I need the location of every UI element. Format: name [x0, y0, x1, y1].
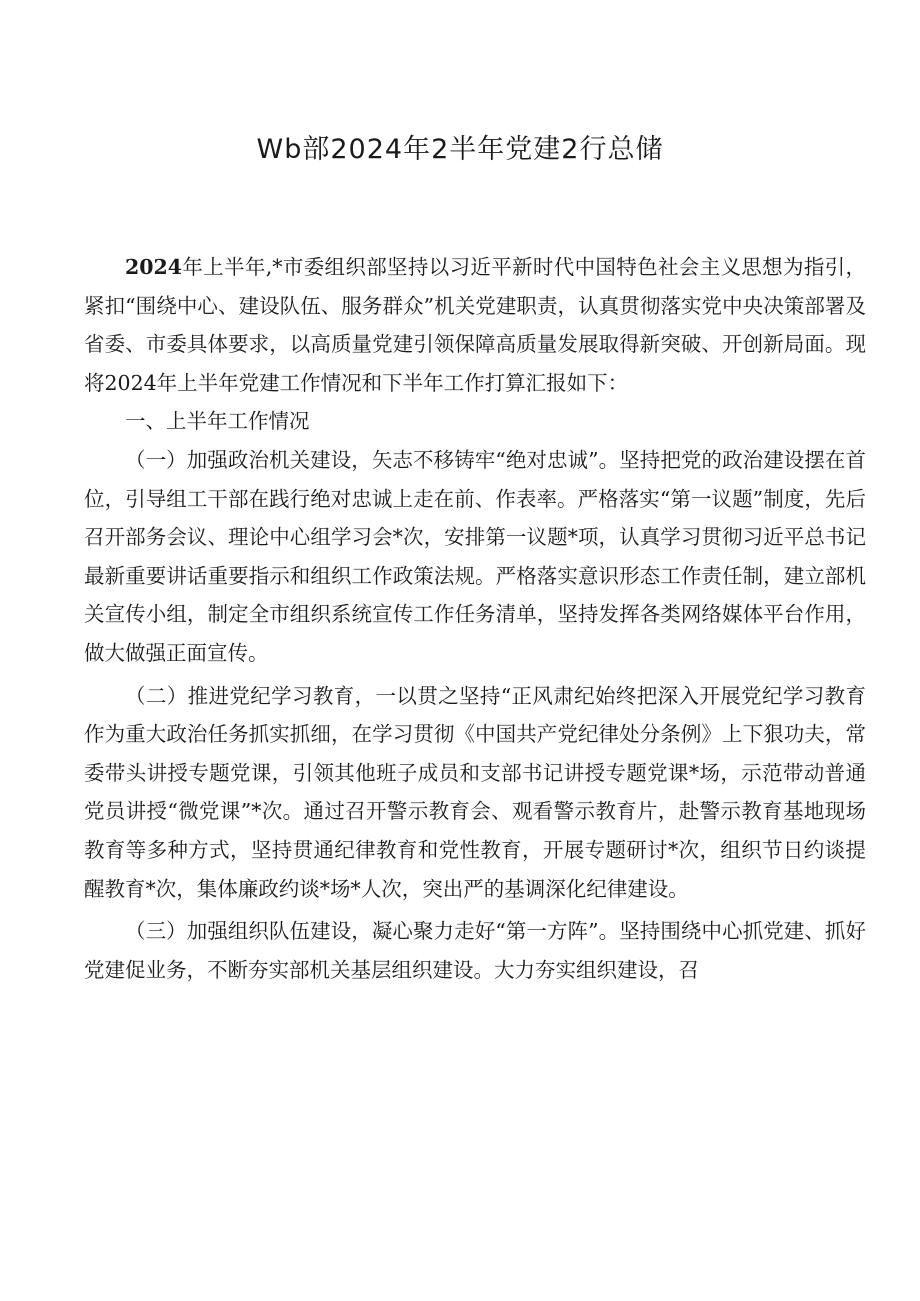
- intro-text: 年上半年,*市委组织部坚持以习近平新时代中国特色社会主义思想为指引，紧扣“围绕中心、建设队伍、服务群众”机关党建职责，认真贯彻落实党中央决策部署及省委、市委具体要求，以高质量党建引领保障高质量发展取得新突破、开创新局面。现将2024年上半年党建工作情况和下半年工作打算汇报如下：: [84, 255, 866, 395]
- paragraph-item-2: （二）推进党纪学习教育，一以贯之坚持“正风肃纪始终把深入开展党纪学习教育作为重大政治任务抓实抓细，在学习贯彻《中国共产党纪律处分条例》上下狠功夫，常委带头讲授专题党课，引领其他班子成员和支部书记讲授专题党课*场，示范带动普通党员讲授“微党课”*次。通过召开警示教育会、观看警示教育片，赴警示教育基地现场教育等多种方式，坚持贯通纪律教育和党性教育，开展专题研讨*次，组织节日约谈提醒教育*次，集体廉政约谈*场*人次，突出严的基调深化纪律建设。: [84, 683, 866, 901]
- document-body: [84, 248, 866, 989]
- section-heading-first-half: 一、上半年工作情况: [125, 409, 310, 434]
- intro-year: 2024: [125, 255, 183, 279]
- paragraph-item-1: （一）加强政治机关建设，矢志不移铸牢“绝对忠诚”。坚持把党的政治建设摆在首位，引导组工干部在践行绝对忠诚上走在前、作表率。严格落实“第一议题”制度，先后召开部务会议、理论中心组学习会*次，安排第一议题*项，认真学习贯彻习近平总书记最新重要讲话重要指示和组织工作政策法规。严格落实意识形态工作责任制，建立部机关宣传小组，制定全市组织系统宣传工作任务清单，坚持发挥各类网络媒体平台作用，做大做强正面宣传。: [84, 447, 866, 665]
- paragraph-intro: [84, 248, 866, 402]
- document-title: Wb部2024年2半年党建2行总储: [256, 134, 664, 165]
- paragraph-item-3: （三）加强组织队伍建设，凝心聚力走好“第一方阵”。坚持围绕中心抓党建、抓好党建促业务，不断夯实部机关基层组织建设。大力夯实组织建设，召: [84, 919, 866, 982]
